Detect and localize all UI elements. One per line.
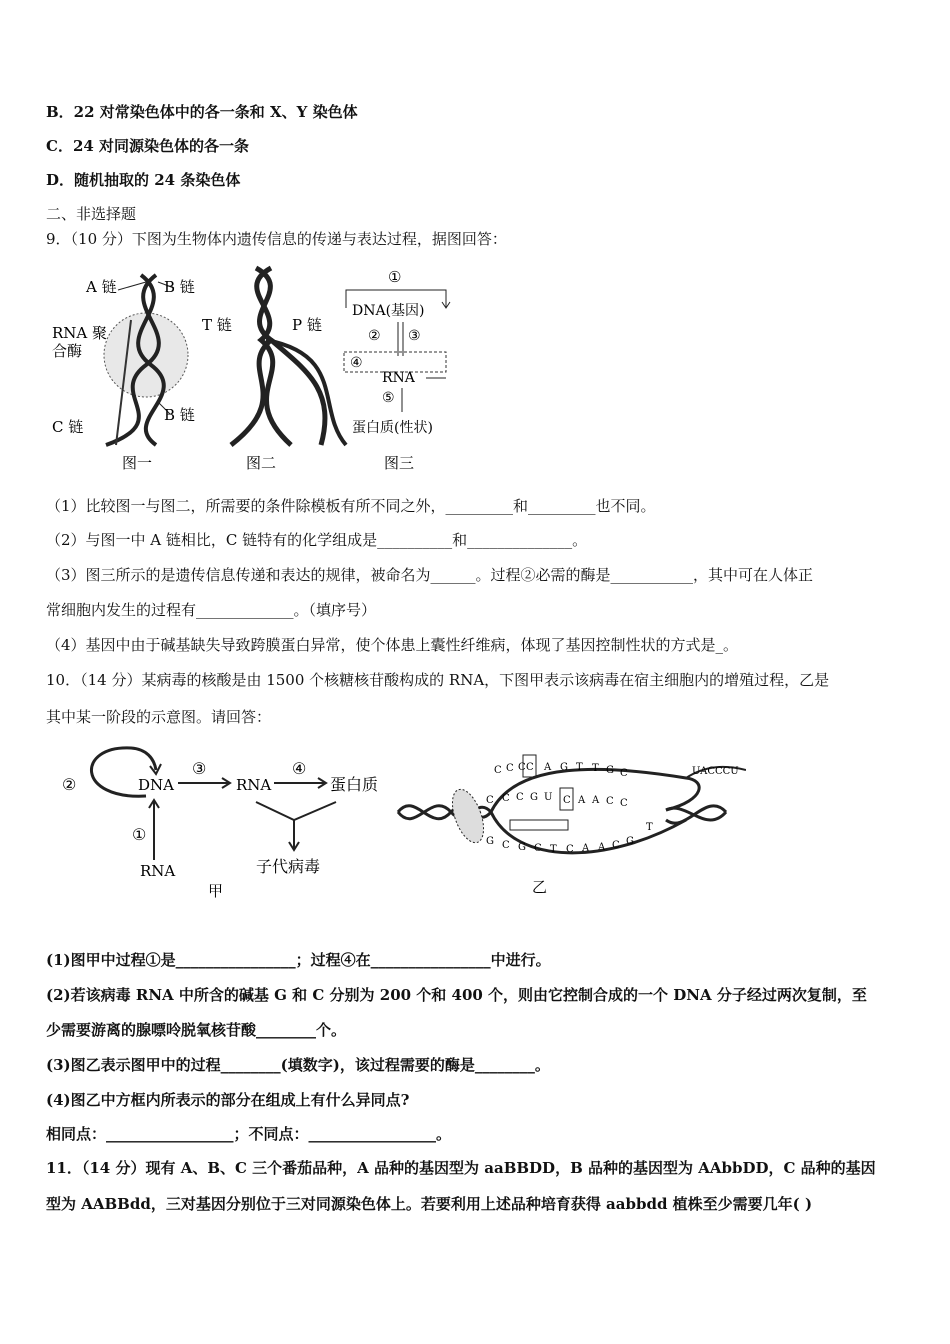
jia-dna-label: DNA: [138, 776, 174, 794]
yi-bottom-base: A: [598, 842, 606, 853]
q8-option-d: D．随机抽取的 24 条染色体: [46, 171, 241, 189]
yi-mid-base: U: [544, 792, 553, 803]
fig1-enzyme-label-2: 合酶: [52, 342, 83, 360]
yi-bottom-base: C: [566, 844, 574, 855]
yi-top-base: A: [544, 762, 552, 773]
fig1-enzyme-label-1: RNA 聚: [52, 324, 108, 342]
fig3-protein-label: 蛋白质(性状): [352, 420, 433, 436]
yi-bottom-base: G: [518, 842, 526, 853]
jia-protein-label: 蛋白质: [330, 775, 379, 794]
yi-mid-base: C: [486, 795, 494, 806]
q10-stem-1: 10．（14 分）某病毒的核酸是由 1500 个核糖核苷酸构成的 RNA，下图甲表示该病毒在宿主细胞内的增殖过程，乙是: [46, 671, 830, 689]
yi-mid-base: C: [502, 793, 510, 804]
fig3-rna-label: RNA: [382, 370, 415, 386]
yi-t-mark: T: [646, 822, 653, 833]
q8-option-c: C．24 对同源染色体的各一条: [46, 137, 250, 155]
jia-process-4: ④: [292, 759, 307, 778]
yi-mid-base: C: [516, 792, 524, 803]
fig2-t-chain-label: T 链: [202, 316, 232, 334]
q10-question-2-cont: 少需要游离的腺嘌呤脱氧核苷酸________个。: [46, 1021, 347, 1039]
jia-process-1: ①: [132, 825, 147, 844]
yi-top-base: C: [620, 768, 628, 779]
q10-question-4-answer: 相同点：_________________；不同点：_________________。: [46, 1125, 452, 1143]
yi-bottom-base: T: [550, 844, 557, 855]
yi-top-base: C: [526, 762, 534, 773]
yi-mid-base: C: [563, 795, 571, 806]
yi-mid-base: G: [530, 792, 538, 803]
q9-figures: [46, 260, 466, 480]
fig2-replication: [202, 268, 346, 472]
yi-top-base: C: [494, 765, 502, 776]
section-title: 二、非选择题: [46, 205, 137, 223]
yi-caption: 乙: [532, 878, 548, 896]
q10-question-1: (1)图甲中过程①是________________；过程④在________________中进行。: [46, 951, 551, 969]
yi-bottom-base: C: [612, 840, 620, 851]
fig1-a-chain-label: A 链: [86, 278, 117, 296]
fig1-b-chain-label-top: B 链: [164, 278, 195, 296]
yi-bottom-base: G: [486, 836, 494, 847]
yi-mid-base: A: [592, 795, 600, 806]
yi-top-base: G: [606, 765, 614, 776]
fig3-process-3: ③: [408, 328, 421, 344]
q10-question-3: (3)图乙表示图甲中的过程________(填数字)，该过程需要的酶是________。: [46, 1056, 550, 1074]
fig-yi: [398, 755, 746, 896]
q10-figures: [46, 740, 746, 910]
fig-jia: [62, 748, 378, 900]
yi-mid-seq: [486, 792, 628, 809]
yi-top-base: T: [576, 762, 583, 773]
jia-process-3: ③: [192, 759, 207, 778]
fig3-caption: 图三: [384, 454, 415, 472]
yi-mid-base: C: [620, 798, 628, 809]
fig1-c-chain-label: C 链: [52, 418, 84, 436]
yi-mid-base: C: [606, 796, 614, 807]
fig3-process-1: ①: [388, 268, 402, 286]
yi-bottom-base: G: [626, 836, 634, 847]
q11-line-2: 型为 AABBdd，三对基因分别位于三对同源染色体上。若要利用上述品种培育获得 aabbdd 植株至少需要几年( ): [46, 1195, 813, 1213]
q11-line-1: 11．（14 分）现有 A、B、C 三个番茄品种，A 品种的基因型为 aaBBDD，B 品种的基因型为 AAbbDD，C 品种的基因: [46, 1159, 876, 1177]
fig2-caption: 图二: [246, 454, 277, 472]
fig2-p-chain-label: P 链: [292, 316, 322, 334]
fig3-process-2: ②: [368, 328, 381, 344]
yi-mid-base: A: [578, 795, 586, 806]
jia-rna-label: RNA: [236, 776, 272, 794]
fig1-b-chain-label-bottom: B 链: [164, 406, 195, 424]
jia-rna-bottom-label: RNA: [140, 862, 176, 880]
q9-question-1: （1）比较图一与图二，所需要的条件除模板有所不同之外，_________和_________也不同。: [46, 497, 656, 515]
q9-question-2: （2）与图一中 A 链相比，C 链特有的化学组成是__________和______________。: [46, 531, 588, 549]
yi-top-base: T: [592, 763, 599, 774]
fig3-dna-label: DNA(基因): [352, 303, 425, 319]
q9-question-4: （4）基因中由于碱基缺失导致跨膜蛋白异常，使个体患上囊性纤维病，体现了基因控制性状的方式是_。: [46, 636, 739, 654]
yi-bottom-base: C: [502, 840, 510, 851]
yi-bottom-base: A: [582, 843, 590, 854]
yi-tail-seq: UACCCU: [692, 766, 739, 777]
q9-question-3: （3）图三所示的是遗传信息传递和表达的规律，被命名为______。过程②必需的酶是___________，其中可在人体正: [46, 566, 814, 584]
yi-top-base: C: [518, 762, 526, 773]
yi-top-base: G: [560, 762, 568, 773]
yi-top-base: C: [506, 763, 514, 774]
q10-question-4: (4)图乙中方框内所表示的部分在组成上有什么异同点?: [46, 1091, 410, 1109]
q10-stem-2: 其中某一阶段的示意图。请回答：: [46, 708, 272, 726]
fig3-process-5: ⑤: [382, 390, 395, 406]
jia-process-2: ②: [62, 775, 77, 794]
fig3-process-4: ④: [350, 355, 363, 371]
yi-top-seq: [494, 762, 628, 779]
q8-option-b: B．22 对常染色体中的各一条和 X、Y 染色体: [46, 103, 358, 121]
q9-question-3-cont: 常细胞内发生的过程有_____________。（填序号）: [46, 601, 377, 619]
q10-question-2: (2)若该病毒 RNA 中所含的碱基 G 和 C 分别为 200 个和 400 个，则由它控制合成的一个 DNA 分子经过两次复制，至: [46, 986, 867, 1004]
fig1-caption: 图一: [122, 454, 153, 472]
jia-virus-label: 子代病毒: [256, 857, 321, 876]
fig3-central-dogma: [344, 268, 450, 472]
jia-caption: 甲: [208, 882, 224, 900]
yi-bottom-base: C: [534, 843, 542, 854]
fig1-transcription: [52, 275, 195, 472]
q9-stem: 9．（10 分）下图为生物体内遗传信息的传递与表达过程，据图回答：: [46, 230, 507, 248]
